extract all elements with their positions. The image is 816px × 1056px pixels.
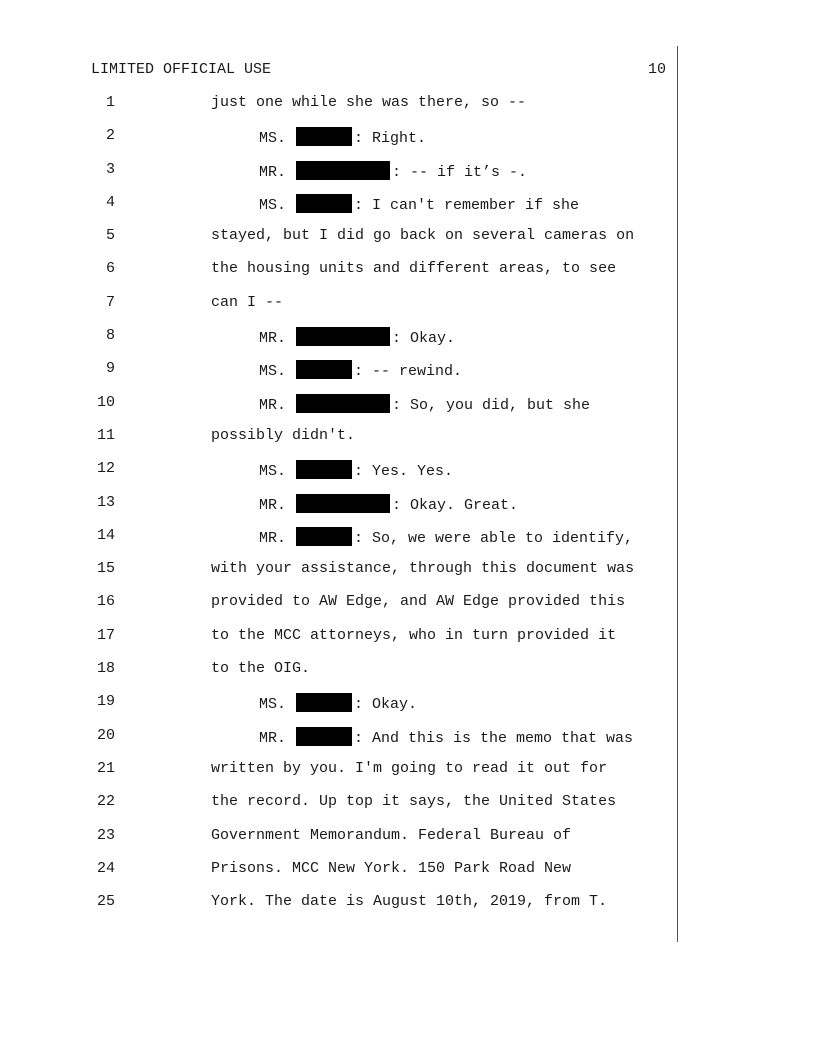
speaker-turn	[259, 494, 518, 515]
line-number: 20	[96, 726, 115, 744]
line-text: : So, you did, but she	[392, 396, 591, 414]
speaker-title: MS.	[259, 196, 287, 214]
transcript-line	[0, 194, 816, 227]
line-number: 17	[96, 626, 115, 644]
speaker-title: MR.	[259, 396, 287, 414]
line-text: : I can't remember if she	[354, 196, 580, 214]
transcript-line	[0, 593, 816, 626]
line-text: the record. Up top it says, the United States	[211, 793, 617, 811]
speaker-title: MS.	[259, 363, 287, 381]
transcript-line	[0, 627, 816, 660]
line-number: 2	[105, 127, 115, 145]
speaker-title: MR.	[259, 496, 287, 514]
transcript-line	[0, 860, 816, 893]
line-number: 25	[96, 893, 115, 911]
redaction-block	[296, 727, 352, 746]
speaker-turn	[259, 693, 417, 714]
line-number: 9	[105, 360, 115, 378]
redaction-block	[296, 327, 390, 346]
line-text: : Okay.	[392, 330, 456, 348]
line-number: 1	[105, 94, 115, 111]
line-text: written by you. I'm going to read it out for	[211, 759, 608, 777]
redaction-block	[296, 494, 390, 513]
line-text: : Okay.	[354, 696, 418, 714]
speaker-turn	[259, 161, 527, 182]
line-number: 13	[96, 493, 115, 511]
line-number: 3	[105, 160, 115, 178]
redaction-block	[296, 127, 352, 146]
line-text: just one while she was there, so --	[211, 94, 527, 111]
redaction-block	[296, 527, 352, 546]
transcript-line	[0, 727, 816, 760]
transcript-line	[0, 760, 816, 793]
redaction-block	[296, 693, 352, 712]
speaker-turn	[259, 127, 426, 148]
line-number: 19	[96, 693, 115, 711]
transcript-line	[0, 161, 816, 194]
classification-header: LIMITED OFFICIAL USE	[91, 61, 272, 78]
line-text: possibly didn't.	[211, 426, 356, 444]
line-number: 14	[96, 526, 115, 544]
transcript-line	[0, 94, 816, 127]
line-number: 22	[96, 793, 115, 811]
speaker-turn	[259, 527, 633, 548]
transcript-line	[0, 227, 816, 260]
speaker-turn	[259, 360, 462, 381]
speaker-title: MR.	[259, 330, 287, 348]
line-number: 18	[96, 660, 115, 678]
line-number: 16	[96, 593, 115, 611]
speaker-title: MS.	[259, 130, 287, 148]
line-text: : Right.	[354, 130, 427, 148]
speaker-title: MR.	[259, 729, 287, 747]
line-text: : -- if it’s -.	[392, 163, 528, 181]
speaker-title: MR.	[259, 529, 287, 547]
speaker-turn	[259, 194, 579, 215]
transcript-line	[0, 260, 816, 293]
redaction-block	[296, 161, 390, 180]
line-number: 11	[96, 426, 115, 444]
line-number: 5	[105, 227, 115, 245]
line-text: provided to AW Edge, and AW Edge provided this	[211, 593, 626, 611]
speaker-turn	[259, 460, 453, 481]
line-text: : Yes. Yes.	[354, 463, 454, 481]
transcript-line	[0, 127, 816, 160]
speaker-title: MS.	[259, 696, 287, 714]
speaker-turn	[259, 394, 590, 415]
transcript-line	[0, 793, 816, 826]
transcript-line	[0, 294, 816, 327]
speaker-turn	[259, 727, 633, 748]
line-text: with your assistance, through this document was	[211, 560, 635, 578]
speaker-title: MR.	[259, 163, 287, 181]
transcript-line	[0, 660, 816, 693]
line-text: Prisons. MCC New York. 150 Park Road New	[211, 859, 572, 877]
line-number: 7	[105, 293, 115, 311]
transcript-line	[0, 360, 816, 393]
line-text: to the MCC attorneys, who in turn provided it	[211, 626, 617, 644]
transcript-line	[0, 693, 816, 726]
line-text: : -- rewind.	[354, 363, 463, 381]
line-text: York. The date is August 10th, 2019, from T.	[211, 893, 608, 911]
transcript-lines	[0, 94, 816, 926]
line-text: the housing units and different areas, to see	[211, 260, 617, 278]
redaction-block	[296, 360, 352, 379]
line-number: 21	[96, 759, 115, 777]
transcript-line	[0, 327, 816, 360]
line-number: 15	[96, 560, 115, 578]
redaction-block	[296, 460, 352, 479]
transcript-line	[0, 460, 816, 493]
transcript-line	[0, 893, 816, 926]
transcript-line	[0, 494, 816, 527]
line-text: Government Memorandum. Federal Bureau of	[211, 826, 572, 844]
line-number: 4	[105, 193, 115, 211]
line-text: : Okay. Great.	[392, 496, 519, 514]
line-number: 12	[96, 460, 115, 478]
speaker-title: MS.	[259, 463, 287, 481]
redaction-block	[296, 394, 390, 413]
page-number: 10	[647, 61, 666, 78]
transcript-line	[0, 394, 816, 427]
line-text: can I --	[211, 293, 284, 311]
transcript-line	[0, 527, 816, 560]
line-text: to the OIG.	[211, 660, 311, 678]
transcript-line	[0, 427, 816, 460]
line-number: 10	[96, 393, 115, 411]
line-number: 8	[105, 327, 115, 345]
line-number: 23	[96, 826, 115, 844]
line-number: 6	[105, 260, 115, 278]
transcript-line	[0, 560, 816, 593]
line-text: : So, we were able to identify,	[354, 529, 634, 547]
transcript-line	[0, 827, 816, 860]
line-number: 24	[96, 859, 115, 877]
line-text: : And this is the memo that was	[354, 729, 634, 747]
redaction-block	[296, 194, 352, 213]
line-text: stayed, but I did go back on several cameras on	[211, 227, 635, 245]
speaker-turn	[259, 327, 455, 348]
